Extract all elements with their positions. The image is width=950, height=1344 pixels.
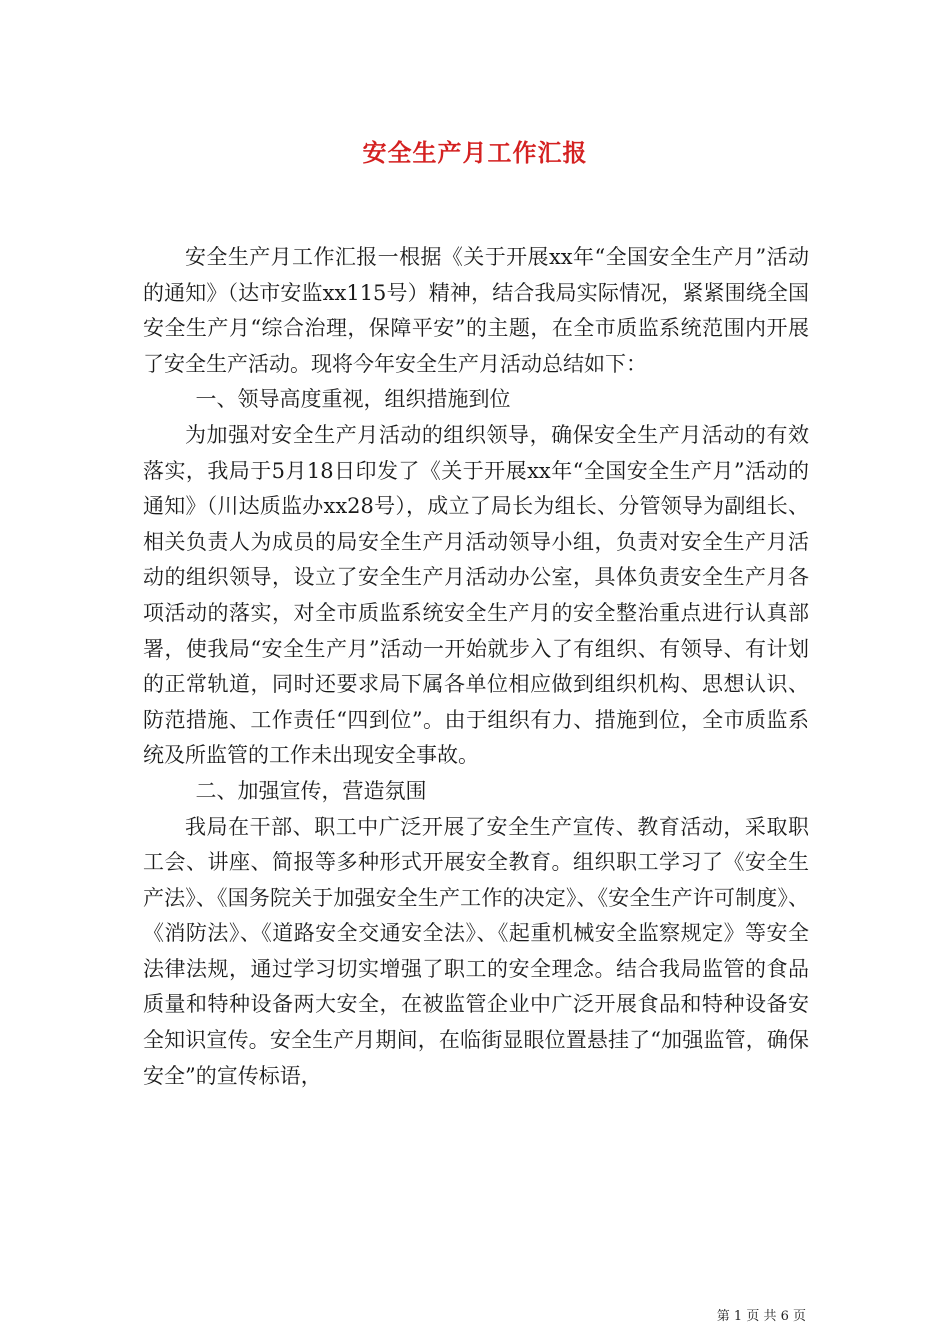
section-heading-2: 二、加强宣传，营造氛围 (195, 778, 427, 803)
page-number: 第 1 页 共 6 页 (716, 1309, 806, 1324)
document-body (143, 240, 809, 1094)
section-heading-1: 一、领导高度重视，组织措施到位 (195, 387, 511, 412)
document-title: 安全生产月工作汇报 (362, 138, 588, 167)
paragraph-section-2: 我局在干部、职工中广泛开展了安全生产宣传、教育活动，采取职工会、讲座、简报等多种形式开展安全教育。组织职工学习了《安全生产法》、《国务院关于加强安全生产工作的决定》、《安全生产许可制度》、《消防法》、《道路安全交通安全法》、《起重机械安全监察规定》等安全法律法规，通过学习切实增强了职工的安全理念。结合我局监管的食品质量和特种设备两大安全，在被监管企业中广泛开展食品和特种设备安全知识宣传。安全生产月期间，在临街显眼位置悬挂了“加强监管，确保安全”的宣传标语， (143, 814, 809, 1088)
paragraph-intro: 安全生产月工作汇报一根据《关于开展xx年“全国安全生产月”活动的通知》（达市安监xx115号）精神，结合我局实际情况，紧紧围绕全国安全生产月“综合治理，保障平安”的主题，在全市质监系统范围内开展了安全生产活动。现将今年安全生产月活动总结如下： (143, 245, 809, 376)
paragraph-section-1: 为加强对安全生产月活动的组织领导，确保安全生产月活动的有效落实，我局于5月18日印发了《关于开展xx年“全国安全生产月”活动的通知》（川达质监办xx28号），成立了局长为组长、分管领导为副组长、相关负责人为成员的局安全生产月活动领导小组，负责对安全生产月活动的组织领导，设立了安全生产月活动办公室，具体负责安全生产月各项活动的落实，对全市质监系统安全生产月的安全整治重点进行认真部署，使我局“安全生产月”活动一开始就步入了有组织、有领导、有计划的正常轨道，同时还要求局下属各单位相应做到组织机构、思想认识、防范措施、工作责任“四到位”。由于组织有力、措施到位，全市质监系统及所监管的工作未出现安全事故。 (143, 422, 809, 768)
